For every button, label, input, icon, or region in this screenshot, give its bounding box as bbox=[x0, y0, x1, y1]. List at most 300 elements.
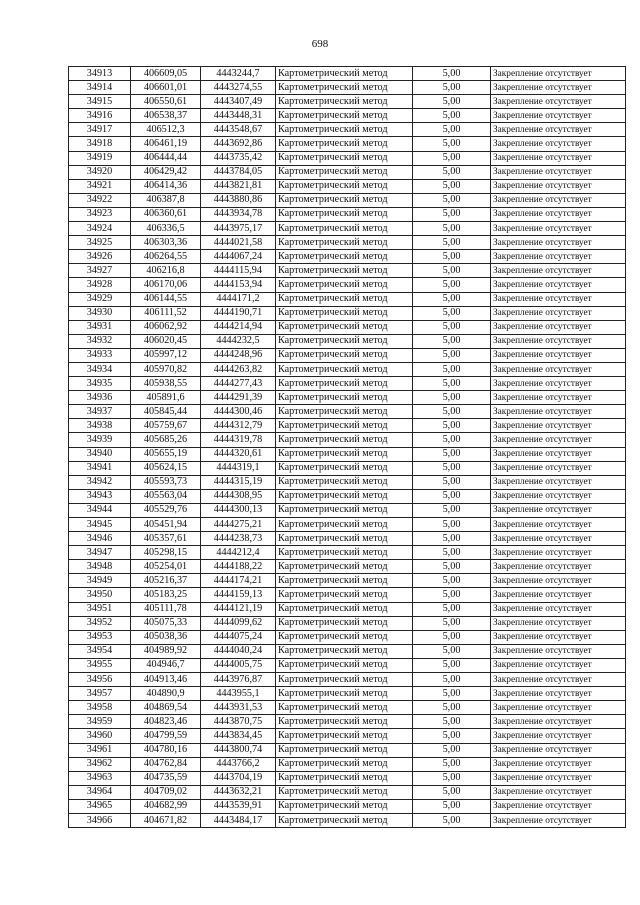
method-cell: Картометрический метод bbox=[276, 264, 413, 278]
accuracy-cell: 5,00 bbox=[413, 95, 491, 109]
x-coordinate-cell: 405075,33 bbox=[131, 616, 201, 630]
y-coordinate-cell: 4443821,81 bbox=[201, 179, 276, 193]
y-coordinate-cell: 4444040,24 bbox=[201, 644, 276, 658]
accuracy-cell: 5,00 bbox=[413, 701, 491, 715]
table-row bbox=[69, 278, 626, 292]
method-cell: Картометрический метод bbox=[276, 560, 413, 574]
fixing-cell: Закрепление отсутствует bbox=[491, 616, 626, 630]
point-number-cell: 34921 bbox=[69, 179, 131, 193]
x-coordinate-cell: 406111,52 bbox=[131, 306, 201, 320]
fixing-cell: Закрепление отсутствует bbox=[491, 630, 626, 644]
y-coordinate-cell: 4444212,4 bbox=[201, 546, 276, 560]
y-coordinate-cell: 4444099,62 bbox=[201, 616, 276, 630]
point-number-cell: 34933 bbox=[69, 348, 131, 362]
accuracy-cell: 5,00 bbox=[413, 560, 491, 574]
table-row bbox=[69, 560, 626, 574]
accuracy-cell: 5,00 bbox=[413, 264, 491, 278]
table-row bbox=[69, 785, 626, 799]
method-cell: Картометрический метод bbox=[276, 362, 413, 376]
y-coordinate-cell: 4444277,43 bbox=[201, 377, 276, 391]
x-coordinate-cell: 406360,61 bbox=[131, 207, 201, 221]
table-row bbox=[69, 588, 626, 602]
accuracy-cell: 5,00 bbox=[413, 222, 491, 236]
accuracy-cell: 5,00 bbox=[413, 687, 491, 701]
point-number-cell: 34965 bbox=[69, 799, 131, 813]
method-cell: Картометрический метод bbox=[276, 715, 413, 729]
table-row bbox=[69, 743, 626, 757]
point-number-cell: 34956 bbox=[69, 673, 131, 687]
point-number-cell: 34920 bbox=[69, 165, 131, 179]
x-coordinate-cell: 404780,16 bbox=[131, 743, 201, 757]
point-number-cell: 34931 bbox=[69, 320, 131, 334]
table-row bbox=[69, 447, 626, 461]
method-cell: Картометрический метод bbox=[276, 771, 413, 785]
accuracy-cell: 5,00 bbox=[413, 165, 491, 179]
x-coordinate-cell: 405254,01 bbox=[131, 560, 201, 574]
x-coordinate-cell: 405685,26 bbox=[131, 433, 201, 447]
table-body bbox=[69, 67, 626, 828]
point-number-cell: 34946 bbox=[69, 532, 131, 546]
x-coordinate-cell: 406609,05 bbox=[131, 67, 201, 81]
y-coordinate-cell: 4444214,94 bbox=[201, 320, 276, 334]
accuracy-cell: 5,00 bbox=[413, 715, 491, 729]
accuracy-cell: 5,00 bbox=[413, 433, 491, 447]
x-coordinate-cell: 406336,5 bbox=[131, 222, 201, 236]
point-number-cell: 34924 bbox=[69, 222, 131, 236]
fixing-cell: Закрепление отсутствует bbox=[491, 658, 626, 672]
y-coordinate-cell: 4444300,13 bbox=[201, 503, 276, 517]
accuracy-cell: 5,00 bbox=[413, 743, 491, 757]
method-cell: Картометрический метод bbox=[276, 81, 413, 95]
y-coordinate-cell: 4444153,94 bbox=[201, 278, 276, 292]
method-cell: Картометрический метод bbox=[276, 151, 413, 165]
fixing-cell: Закрепление отсутствует bbox=[491, 574, 626, 588]
point-number-cell: 34914 bbox=[69, 81, 131, 95]
point-number-cell: 34935 bbox=[69, 377, 131, 391]
table-row bbox=[69, 207, 626, 221]
x-coordinate-cell: 406601,01 bbox=[131, 81, 201, 95]
fixing-cell: Закрепление отсутствует bbox=[491, 278, 626, 292]
x-coordinate-cell: 405997,12 bbox=[131, 348, 201, 362]
y-coordinate-cell: 4444275,21 bbox=[201, 518, 276, 532]
point-number-cell: 34917 bbox=[69, 123, 131, 137]
accuracy-cell: 5,00 bbox=[413, 81, 491, 95]
point-number-cell: 34949 bbox=[69, 574, 131, 588]
table-row bbox=[69, 151, 626, 165]
method-cell: Картометрический метод bbox=[276, 503, 413, 517]
point-number-cell: 34938 bbox=[69, 419, 131, 433]
method-cell: Картометрический метод bbox=[276, 278, 413, 292]
method-cell: Картометрический метод bbox=[276, 67, 413, 81]
method-cell: Картометрический метод bbox=[276, 757, 413, 771]
y-coordinate-cell: 4443976,87 bbox=[201, 673, 276, 687]
accuracy-cell: 5,00 bbox=[413, 236, 491, 250]
x-coordinate-cell: 404869,54 bbox=[131, 701, 201, 715]
fixing-cell: Закрепление отсутствует bbox=[491, 715, 626, 729]
y-coordinate-cell: 4443274,55 bbox=[201, 81, 276, 95]
x-coordinate-cell: 405970,82 bbox=[131, 362, 201, 376]
fixing-cell: Закрепление отсутствует bbox=[491, 532, 626, 546]
method-cell: Картометрический метод bbox=[276, 306, 413, 320]
method-cell: Картометрический метод bbox=[276, 616, 413, 630]
method-cell: Картометрический метод bbox=[276, 292, 413, 306]
method-cell: Картометрический метод bbox=[276, 813, 413, 827]
method-cell: Картометрический метод bbox=[276, 405, 413, 419]
table-row bbox=[69, 518, 626, 532]
x-coordinate-cell: 405845,44 bbox=[131, 405, 201, 419]
fixing-cell: Закрепление отсутствует bbox=[491, 771, 626, 785]
x-coordinate-cell: 404890,9 bbox=[131, 687, 201, 701]
point-number-cell: 34939 bbox=[69, 433, 131, 447]
accuracy-cell: 5,00 bbox=[413, 320, 491, 334]
fixing-cell: Закрепление отсутствует bbox=[491, 701, 626, 715]
fixing-cell: Закрепление отсутствует bbox=[491, 644, 626, 658]
fixing-cell: Закрепление отсутствует bbox=[491, 461, 626, 475]
method-cell: Картометрический метод bbox=[276, 644, 413, 658]
method-cell: Картометрический метод bbox=[276, 658, 413, 672]
method-cell: Картометрический метод bbox=[276, 602, 413, 616]
table-row bbox=[69, 503, 626, 517]
point-number-cell: 34942 bbox=[69, 475, 131, 489]
fixing-cell: Закрепление отсутствует bbox=[491, 743, 626, 757]
table-row bbox=[69, 405, 626, 419]
y-coordinate-cell: 4444115,94 bbox=[201, 264, 276, 278]
fixing-cell: Закрепление отсутствует bbox=[491, 785, 626, 799]
y-coordinate-cell: 4443934,78 bbox=[201, 207, 276, 221]
method-cell: Картометрический метод bbox=[276, 433, 413, 447]
fixing-cell: Закрепление отсутствует bbox=[491, 362, 626, 376]
fixing-cell: Закрепление отсутствует bbox=[491, 207, 626, 221]
x-coordinate-cell: 406264,55 bbox=[131, 250, 201, 264]
y-coordinate-cell: 4444319,78 bbox=[201, 433, 276, 447]
table-row bbox=[69, 348, 626, 362]
y-coordinate-cell: 4444067,24 bbox=[201, 250, 276, 264]
y-coordinate-cell: 4443834,45 bbox=[201, 729, 276, 743]
coordinates-table bbox=[68, 66, 626, 828]
method-cell: Картометрический метод bbox=[276, 461, 413, 475]
fixing-cell: Закрепление отсутствует bbox=[491, 151, 626, 165]
fixing-cell: Закрепление отсутствует bbox=[491, 81, 626, 95]
table-row bbox=[69, 109, 626, 123]
point-number-cell: 34925 bbox=[69, 236, 131, 250]
accuracy-cell: 5,00 bbox=[413, 574, 491, 588]
y-coordinate-cell: 4444315,19 bbox=[201, 475, 276, 489]
accuracy-cell: 5,00 bbox=[413, 729, 491, 743]
method-cell: Картометрический метод bbox=[276, 95, 413, 109]
accuracy-cell: 5,00 bbox=[413, 278, 491, 292]
y-coordinate-cell: 4443955,1 bbox=[201, 687, 276, 701]
accuracy-cell: 5,00 bbox=[413, 137, 491, 151]
table-row bbox=[69, 391, 626, 405]
x-coordinate-cell: 405038,36 bbox=[131, 630, 201, 644]
fixing-cell: Закрепление отсутствует bbox=[491, 67, 626, 81]
y-coordinate-cell: 4443407,49 bbox=[201, 95, 276, 109]
table-row bbox=[69, 320, 626, 334]
accuracy-cell: 5,00 bbox=[413, 377, 491, 391]
x-coordinate-cell: 405529,76 bbox=[131, 503, 201, 517]
accuracy-cell: 5,00 bbox=[413, 419, 491, 433]
x-coordinate-cell: 404671,82 bbox=[131, 813, 201, 827]
method-cell: Картометрический метод bbox=[276, 391, 413, 405]
x-coordinate-cell: 405216,37 bbox=[131, 574, 201, 588]
x-coordinate-cell: 405938,55 bbox=[131, 377, 201, 391]
table-row bbox=[69, 532, 626, 546]
fixing-cell: Закрепление отсутствует bbox=[491, 109, 626, 123]
point-number-cell: 34952 bbox=[69, 616, 131, 630]
table-row bbox=[69, 377, 626, 391]
x-coordinate-cell: 405891,6 bbox=[131, 391, 201, 405]
accuracy-cell: 5,00 bbox=[413, 475, 491, 489]
y-coordinate-cell: 4443692,86 bbox=[201, 137, 276, 151]
table-row bbox=[69, 81, 626, 95]
table-row bbox=[69, 264, 626, 278]
x-coordinate-cell: 405451,94 bbox=[131, 518, 201, 532]
fixing-cell: Закрепление отсутствует bbox=[491, 320, 626, 334]
accuracy-cell: 5,00 bbox=[413, 67, 491, 81]
fixing-cell: Закрепление отсутствует bbox=[491, 264, 626, 278]
point-number-cell: 34937 bbox=[69, 405, 131, 419]
point-number-cell: 34936 bbox=[69, 391, 131, 405]
x-coordinate-cell: 405624,15 bbox=[131, 461, 201, 475]
point-number-cell: 34913 bbox=[69, 67, 131, 81]
table-row bbox=[69, 236, 626, 250]
y-coordinate-cell: 4444121,19 bbox=[201, 602, 276, 616]
fixing-cell: Закрепление отсутствует bbox=[491, 123, 626, 137]
x-coordinate-cell: 404799,59 bbox=[131, 729, 201, 743]
method-cell: Картометрический метод bbox=[276, 207, 413, 221]
accuracy-cell: 5,00 bbox=[413, 799, 491, 813]
point-number-cell: 34950 bbox=[69, 588, 131, 602]
method-cell: Картометрический метод bbox=[276, 137, 413, 151]
fixing-cell: Закрепление отсутствует bbox=[491, 560, 626, 574]
x-coordinate-cell: 405357,61 bbox=[131, 532, 201, 546]
point-number-cell: 34951 bbox=[69, 602, 131, 616]
fixing-cell: Закрепление отсутствует bbox=[491, 673, 626, 687]
method-cell: Картометрический метод bbox=[276, 673, 413, 687]
table-row bbox=[69, 292, 626, 306]
method-cell: Картометрический метод bbox=[276, 165, 413, 179]
point-number-cell: 34947 bbox=[69, 546, 131, 560]
accuracy-cell: 5,00 bbox=[413, 348, 491, 362]
table-row bbox=[69, 757, 626, 771]
fixing-cell: Закрепление отсутствует bbox=[491, 137, 626, 151]
accuracy-cell: 5,00 bbox=[413, 644, 491, 658]
table-row bbox=[69, 123, 626, 137]
table-row bbox=[69, 461, 626, 475]
table-row bbox=[69, 165, 626, 179]
page-number: 698 bbox=[311, 38, 329, 50]
accuracy-cell: 5,00 bbox=[413, 546, 491, 560]
y-coordinate-cell: 4444021,58 bbox=[201, 236, 276, 250]
y-coordinate-cell: 4443484,17 bbox=[201, 813, 276, 827]
x-coordinate-cell: 406020,45 bbox=[131, 334, 201, 348]
y-coordinate-cell: 4444174,21 bbox=[201, 574, 276, 588]
method-cell: Картометрический метод bbox=[276, 532, 413, 546]
y-coordinate-cell: 4444263,82 bbox=[201, 362, 276, 376]
point-number-cell: 34962 bbox=[69, 757, 131, 771]
table-row bbox=[69, 687, 626, 701]
fixing-cell: Закрепление отсутствует bbox=[491, 222, 626, 236]
y-coordinate-cell: 4443870,75 bbox=[201, 715, 276, 729]
method-cell: Картометрический метод bbox=[276, 236, 413, 250]
method-cell: Картометрический метод bbox=[276, 419, 413, 433]
method-cell: Картометрический метод bbox=[276, 630, 413, 644]
y-coordinate-cell: 4443539,91 bbox=[201, 799, 276, 813]
x-coordinate-cell: 406387,8 bbox=[131, 193, 201, 207]
x-coordinate-cell: 405759,67 bbox=[131, 419, 201, 433]
fixing-cell: Закрепление отсутствует bbox=[491, 292, 626, 306]
accuracy-cell: 5,00 bbox=[413, 673, 491, 687]
method-cell: Картометрический метод bbox=[276, 179, 413, 193]
point-number-cell: 34961 bbox=[69, 743, 131, 757]
method-cell: Картометрический метод bbox=[276, 320, 413, 334]
accuracy-cell: 5,00 bbox=[413, 658, 491, 672]
table-row bbox=[69, 95, 626, 109]
y-coordinate-cell: 4444005,75 bbox=[201, 658, 276, 672]
point-number-cell: 34932 bbox=[69, 334, 131, 348]
accuracy-cell: 5,00 bbox=[413, 588, 491, 602]
point-number-cell: 34964 bbox=[69, 785, 131, 799]
accuracy-cell: 5,00 bbox=[413, 616, 491, 630]
y-coordinate-cell: 4443880,86 bbox=[201, 193, 276, 207]
table-row bbox=[69, 334, 626, 348]
fixing-cell: Закрепление отсутствует bbox=[491, 475, 626, 489]
fixing-cell: Закрепление отсутствует bbox=[491, 757, 626, 771]
method-cell: Картометрический метод bbox=[276, 799, 413, 813]
table-row bbox=[69, 546, 626, 560]
y-coordinate-cell: 4444320,61 bbox=[201, 447, 276, 461]
method-cell: Картометрический метод bbox=[276, 687, 413, 701]
point-number-cell: 34943 bbox=[69, 489, 131, 503]
method-cell: Картометрический метод bbox=[276, 518, 413, 532]
point-number-cell: 34934 bbox=[69, 362, 131, 376]
accuracy-cell: 5,00 bbox=[413, 193, 491, 207]
fixing-cell: Закрепление отсутствует bbox=[491, 729, 626, 743]
y-coordinate-cell: 4443548,67 bbox=[201, 123, 276, 137]
y-coordinate-cell: 4444248,96 bbox=[201, 348, 276, 362]
point-number-cell: 34929 bbox=[69, 292, 131, 306]
table-row bbox=[69, 799, 626, 813]
x-coordinate-cell: 404682,99 bbox=[131, 799, 201, 813]
y-coordinate-cell: 4443931,53 bbox=[201, 701, 276, 715]
fixing-cell: Закрепление отсутствует bbox=[491, 334, 626, 348]
method-cell: Картометрический метод bbox=[276, 475, 413, 489]
point-number-cell: 34926 bbox=[69, 250, 131, 264]
table-row bbox=[69, 729, 626, 743]
table-row bbox=[69, 701, 626, 715]
table-row bbox=[69, 574, 626, 588]
point-number-cell: 34955 bbox=[69, 658, 131, 672]
y-coordinate-cell: 4444190,71 bbox=[201, 306, 276, 320]
y-coordinate-cell: 4443975,17 bbox=[201, 222, 276, 236]
y-coordinate-cell: 4444159,13 bbox=[201, 588, 276, 602]
table-row bbox=[69, 222, 626, 236]
y-coordinate-cell: 4443735,42 bbox=[201, 151, 276, 165]
point-number-cell: 34963 bbox=[69, 771, 131, 785]
method-cell: Картометрический метод bbox=[276, 785, 413, 799]
x-coordinate-cell: 406414,36 bbox=[131, 179, 201, 193]
point-number-cell: 34922 bbox=[69, 193, 131, 207]
accuracy-cell: 5,00 bbox=[413, 362, 491, 376]
accuracy-cell: 5,00 bbox=[413, 250, 491, 264]
method-cell: Картометрический метод bbox=[276, 250, 413, 264]
table-row bbox=[69, 813, 626, 827]
x-coordinate-cell: 406444,44 bbox=[131, 151, 201, 165]
fixing-cell: Закрепление отсутствует bbox=[491, 602, 626, 616]
x-coordinate-cell: 406429,42 bbox=[131, 165, 201, 179]
table-row bbox=[69, 179, 626, 193]
point-number-cell: 34945 bbox=[69, 518, 131, 532]
accuracy-cell: 5,00 bbox=[413, 306, 491, 320]
fixing-cell: Закрепление отсутствует bbox=[491, 306, 626, 320]
fixing-cell: Закрепление отсутствует bbox=[491, 179, 626, 193]
table-row bbox=[69, 419, 626, 433]
y-coordinate-cell: 4444319,1 bbox=[201, 461, 276, 475]
fixing-cell: Закрепление отсутствует bbox=[491, 95, 626, 109]
accuracy-cell: 5,00 bbox=[413, 771, 491, 785]
y-coordinate-cell: 4444238,73 bbox=[201, 532, 276, 546]
y-coordinate-cell: 4443800,74 bbox=[201, 743, 276, 757]
table-row bbox=[69, 137, 626, 151]
fixing-cell: Закрепление отсутствует bbox=[491, 193, 626, 207]
point-number-cell: 34918 bbox=[69, 137, 131, 151]
x-coordinate-cell: 406550,61 bbox=[131, 95, 201, 109]
x-coordinate-cell: 404913,46 bbox=[131, 673, 201, 687]
y-coordinate-cell: 4443448,31 bbox=[201, 109, 276, 123]
point-number-cell: 34923 bbox=[69, 207, 131, 221]
point-number-cell: 34948 bbox=[69, 560, 131, 574]
accuracy-cell: 5,00 bbox=[413, 602, 491, 616]
table-row bbox=[69, 193, 626, 207]
accuracy-cell: 5,00 bbox=[413, 813, 491, 827]
y-coordinate-cell: 4443704,19 bbox=[201, 771, 276, 785]
x-coordinate-cell: 404762,84 bbox=[131, 757, 201, 771]
fixing-cell: Закрепление отсутствует bbox=[491, 546, 626, 560]
accuracy-cell: 5,00 bbox=[413, 630, 491, 644]
method-cell: Картометрический метод bbox=[276, 701, 413, 715]
y-coordinate-cell: 4444188,22 bbox=[201, 560, 276, 574]
point-number-cell: 34958 bbox=[69, 701, 131, 715]
accuracy-cell: 5,00 bbox=[413, 391, 491, 405]
y-coordinate-cell: 4443244,7 bbox=[201, 67, 276, 81]
x-coordinate-cell: 406303,36 bbox=[131, 236, 201, 250]
point-number-cell: 34928 bbox=[69, 278, 131, 292]
accuracy-cell: 5,00 bbox=[413, 489, 491, 503]
fixing-cell: Закрепление отсутствует bbox=[491, 250, 626, 264]
table-row bbox=[69, 771, 626, 785]
y-coordinate-cell: 4443784,05 bbox=[201, 165, 276, 179]
fixing-cell: Закрепление отсутствует bbox=[491, 419, 626, 433]
y-coordinate-cell: 4444232,5 bbox=[201, 334, 276, 348]
x-coordinate-cell: 405593,73 bbox=[131, 475, 201, 489]
point-number-cell: 34930 bbox=[69, 306, 131, 320]
table-row bbox=[69, 362, 626, 376]
x-coordinate-cell: 404823,46 bbox=[131, 715, 201, 729]
point-number-cell: 34944 bbox=[69, 503, 131, 517]
accuracy-cell: 5,00 bbox=[413, 405, 491, 419]
fixing-cell: Закрепление отсутствует bbox=[491, 687, 626, 701]
table-row bbox=[69, 250, 626, 264]
point-number-cell: 34941 bbox=[69, 461, 131, 475]
point-number-cell: 34957 bbox=[69, 687, 131, 701]
table-row bbox=[69, 475, 626, 489]
x-coordinate-cell: 406144,55 bbox=[131, 292, 201, 306]
accuracy-cell: 5,00 bbox=[413, 518, 491, 532]
accuracy-cell: 5,00 bbox=[413, 785, 491, 799]
method-cell: Картометрический метод bbox=[276, 729, 413, 743]
method-cell: Картометрический метод bbox=[276, 743, 413, 757]
fixing-cell: Закрепление отсутствует bbox=[491, 503, 626, 517]
